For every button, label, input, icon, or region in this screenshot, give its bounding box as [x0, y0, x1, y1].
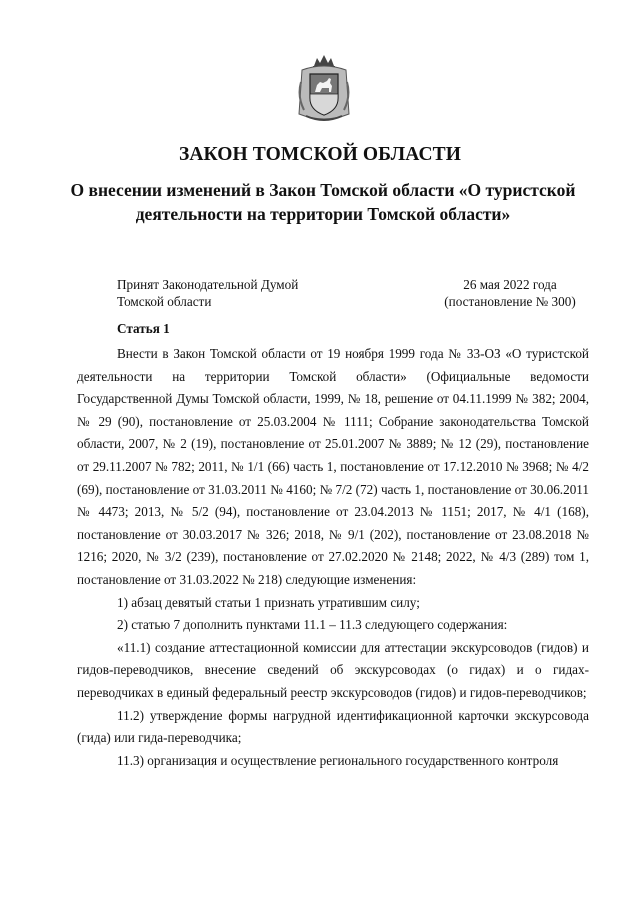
paragraph: 2) статью 7 дополнить пунктами 11.1 – 11.3 следующего содержания: [117, 617, 508, 633]
coat-of-arms-icon [296, 52, 352, 124]
adopted-by [117, 276, 298, 310]
adoption-date: 26 мая 2022 года [463, 277, 557, 292]
paragraph: 11.2) утверждение формы нагрудной идентификационной карточки экскурсовода (гида) или гида-переводчика; [77, 707, 589, 746]
paragraph: Внести в Закон Томской области от 19 ноября 1999 года № 33-ОЗ «О туристской деятельности на территории Томской области» (Официальные ведомости Государственной Думы Томской области, 1999, № 18, решение от 04.11.1999 № 382; 2004, № 29 (90), постановление от 25.03.2004 № 1111; Собрание законодательства Томской области, 2007, № 2 (19), постановление от 25.01.2007 № 3889; № 12 (29), постановление от 29.11.2007 № 782; 2011, № 1/1 (66) часть 1, постановление от 17.12.2010 № 3968; № 4/2 (69), постановление от 31.03.2011 № 4160; № 7/2 (72) часть 1, постановление от 30.06.2011 № 4473; 2013, № 5/2 (94), постановление от 23.04.2013 № 1151; 2017, № 4/1 (168), постановление от 30.03.2017 № 326; 2018, № 9/1 (202), постановление от 23.08.2018 № 1216; 2020, № 3/2 (239), постановление от 27.02.2020 № 2148; 2022, № 4/3 (289) том 1, постановление от 31.03.2022 № 218) следующие изменения: [77, 346, 589, 587]
adopted-by-line2: Томской области [117, 294, 212, 309]
resolution-number: (постановление № 300) [444, 294, 576, 309]
paragraph: 11.3) организация и осуществление регионального государственного контроля [117, 752, 559, 768]
paragraph: 1) абзац девятый статьи 1 признать утратившим силу; [117, 594, 420, 610]
article-heading: Статья 1 [117, 321, 170, 336]
paragraph: «11.1) создание аттестационной комиссии для аттестации экскурсоводов (гидов) и гидов-переводчиков, внесение сведений об экскурсоводах (о гидах) и о гидах-переводчиках в единый федеральный реестр экскурсоводов (гидов) и гидов-переводчиков; [77, 639, 589, 700]
adoption-info [430, 276, 590, 310]
law-title: ЗАКОН ТОМСКОЙ ОБЛАСТИ [178, 144, 462, 165]
article-body [77, 343, 589, 772]
adopted-by-line1: Принят Законодательной Думой [117, 277, 299, 292]
law-subtitle: О внесении изменений в Закон Томской области «О туристской деятельности на территории Томской области» [70, 180, 576, 224]
